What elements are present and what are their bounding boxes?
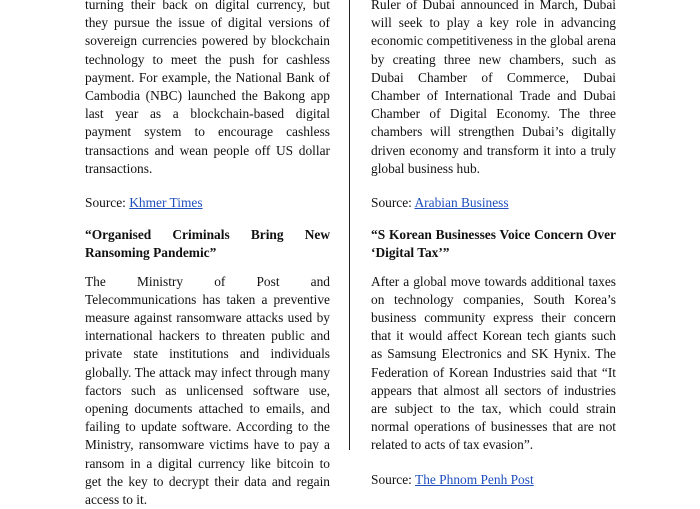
right-source-2-label: Source: bbox=[371, 471, 416, 487]
right-source-1-link[interactable]: Arabian Business bbox=[414, 195, 509, 211]
column-divider bbox=[349, 0, 350, 450]
left-column bbox=[85, 0, 330, 509]
right-source-2 bbox=[371, 471, 616, 489]
left-source-1 bbox=[85, 194, 330, 212]
right-headline-2: “S Korean Businesses Voice Concern Over ‘Digital Tax’” bbox=[371, 227, 616, 261]
right-paragraph-2: After a global move towards additional taxes on technology companies, South Korea’s business community express their concern that it would affect Korean tech giants such as Samsung Electronics and SK Hynix. The Federation of Korean Industries said that “It appears that almost all sectors of industries are subject to the tax, which could strain normal operations of businesses that are not related to acts of tax evasion”. bbox=[371, 273, 616, 453]
right-column bbox=[371, 0, 616, 489]
right-intro-paragraph: Ruler of Dubai announced in March, Dubai will seek to play a key role in advancing economic competitiveness in the global arena by creating three new chambers, such as Dubai Chamber of Commerce, Dubai Chamber of International Trade and Dubai Chamber of Digital Economy. The three chambers will strengthen Dubai’s digitally driven economy and transform it into a truly global business hub. bbox=[371, 0, 616, 176]
right-source-1 bbox=[371, 194, 616, 212]
left-intro-paragraph: turning their back on digital currency, but they pursue the issue of digital versions of sovereign currencies powered by blockchain technology to meet the push for cashless payment. For example, the National Bank of Cambodia (NBC) launched the Bakong app last year as a blockchain-based digital payment system to encourage cashless transactions and wean people off US dollar transactions. bbox=[85, 0, 330, 176]
right-source-2-link[interactable]: The Phnom Penh Post bbox=[415, 471, 534, 487]
right-source-1-label: Source: bbox=[371, 195, 415, 211]
left-source-1-label: Source: bbox=[85, 195, 130, 211]
left-source-1-link[interactable]: Khmer Times bbox=[129, 195, 203, 211]
left-paragraph-2: The Ministry of Post and Telecommunications has taken a preventive measure against ransomware attacks used by international hackers to threaten public and private state institutions and individuals globally. The attack may infect through many factors such as unlicensed software use, opening documents attached to emails, and failing to update software. According to the Ministry, ransomware victims have to pay a ransom in a digital currency like bitcoin to get the key to decrypt their data and regain access to it. bbox=[85, 273, 330, 508]
left-headline-2: “Organised Criminals Bring New Ransoming Pandemic” bbox=[85, 227, 330, 261]
